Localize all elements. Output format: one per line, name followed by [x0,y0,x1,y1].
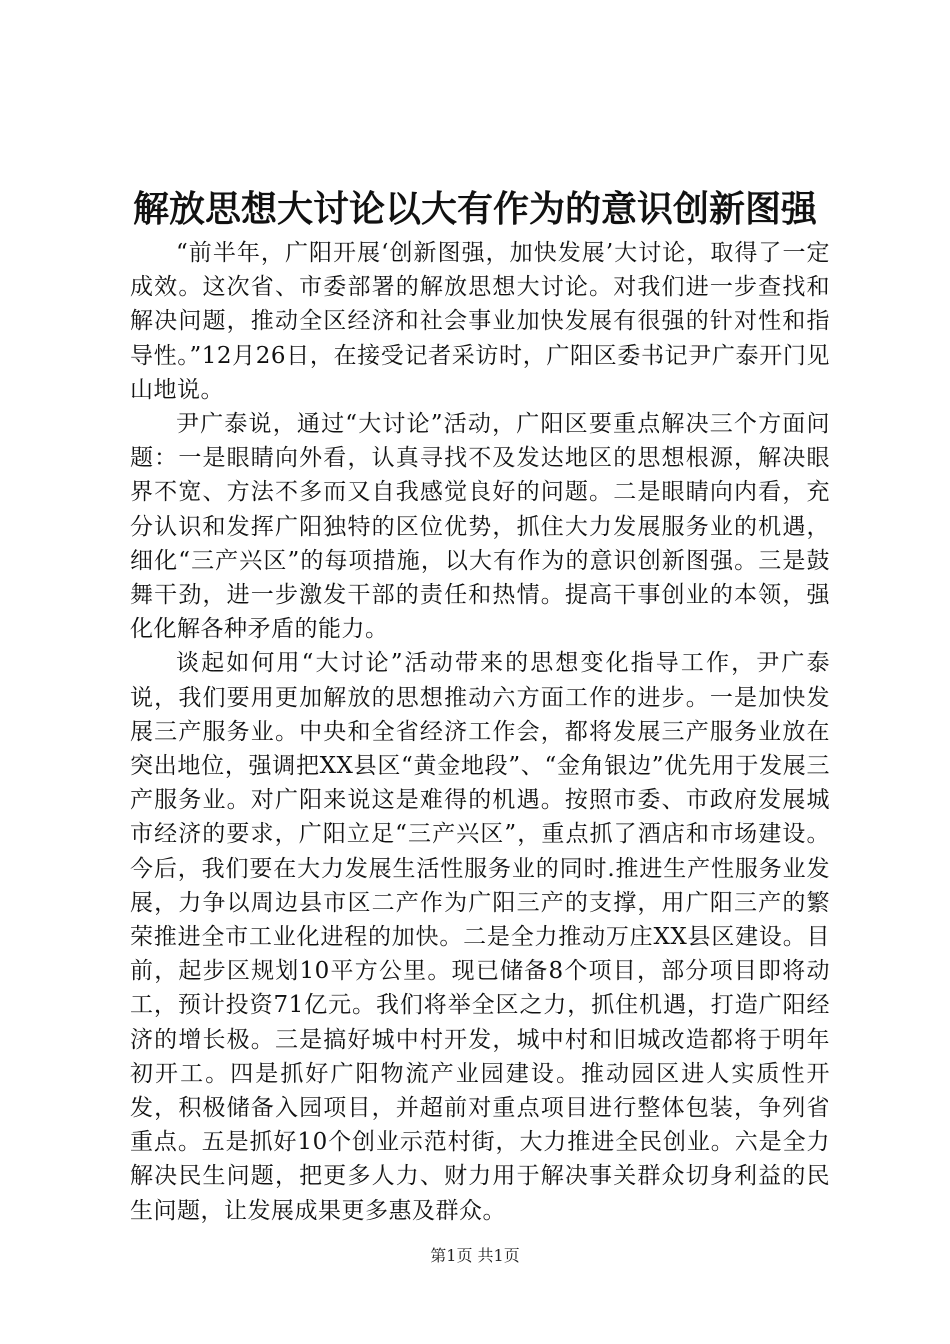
paragraph-2: 尹广泰说，通过“大讨论”活动，广阳区要重点解决三个方面问题：一是眼睛向外看，认真寻找不及发达地区的思想根源，解决眼界不宽、方法不多而又自我感觉良好的问题。二是眼睛向内看，充分认识和发挥广阳独特的区位优势，抓住大力发展服务业的机遇，细化“三产兴区”的每项措施，以大有作为的意识创新图强。三是鼓舞干劲，进一步激发干部的责任和热情。提高干事创业的本领，强化化解各种矛盾的能力。 [130,411,830,643]
paragraph-1: “前半年，广阳开展‘创新图强，加快发展’大讨论，取得了一定成效。这次省、市委部署的解放思想大讨论。对我们进一步查找和解决问题，推动全区经济和社会事业加快发展有很强的针对性和指导性。”12月26日，在接受记者采访时，广阳区委书记尹广泰开门见山地说。 [130,240,830,403]
document-title: 解放思想大讨论以大有作为的意识创新图强 [132,188,817,230]
page-footer: 第1页 共1页 [430,1246,520,1265]
paragraph-3: 谈起如何用“大讨论”活动带来的思想变化指导工作，尹广泰说，我们要用更加解放的思想推动六方面工作的进步。一是加快发展三产服务业。中央和全省经济工作会，都将发展三产服务业放在突出地位，强调把XX县区“黄金地段”、“金角银边”优先用于发展三产服务业。对广阳来说这是难得的机遇。按照市委、市政府发展城市经济的要求，广阳立足“三产兴区”，重点抓了酒店和市场建设。今后，我们要在大力发展生活性服务业的同时.推进生产性服务业发展，力争以周边县市区二产作为广阳三产的支撑，用广阳三产的繁荣推进全市工业化进程的加快。二是全力推动万庄XX县区建设。目前，起步区规划10平方公里。现已储备8个项目，部分项目即将动工，预计投资71亿元。我们将举全区之力，抓住机遇，打造广阳经济的增长极。三是搞好城中村开发，城中村和旧城改造都将于明年初开工。四是抓好广阳物流产业园建设。推动园区进人实质性开发，积极储备入园项目，并超前对重点项目进行整体包装，争列省重点。五是抓好10个创业示范村街，大力推进全民创业。六是全力解决民生问题，把更多人力、财力用于解决事关群众切身利益的民生问题，让发展成果更多惠及群众。 [130,650,830,1224]
document-body [130,236,830,1228]
